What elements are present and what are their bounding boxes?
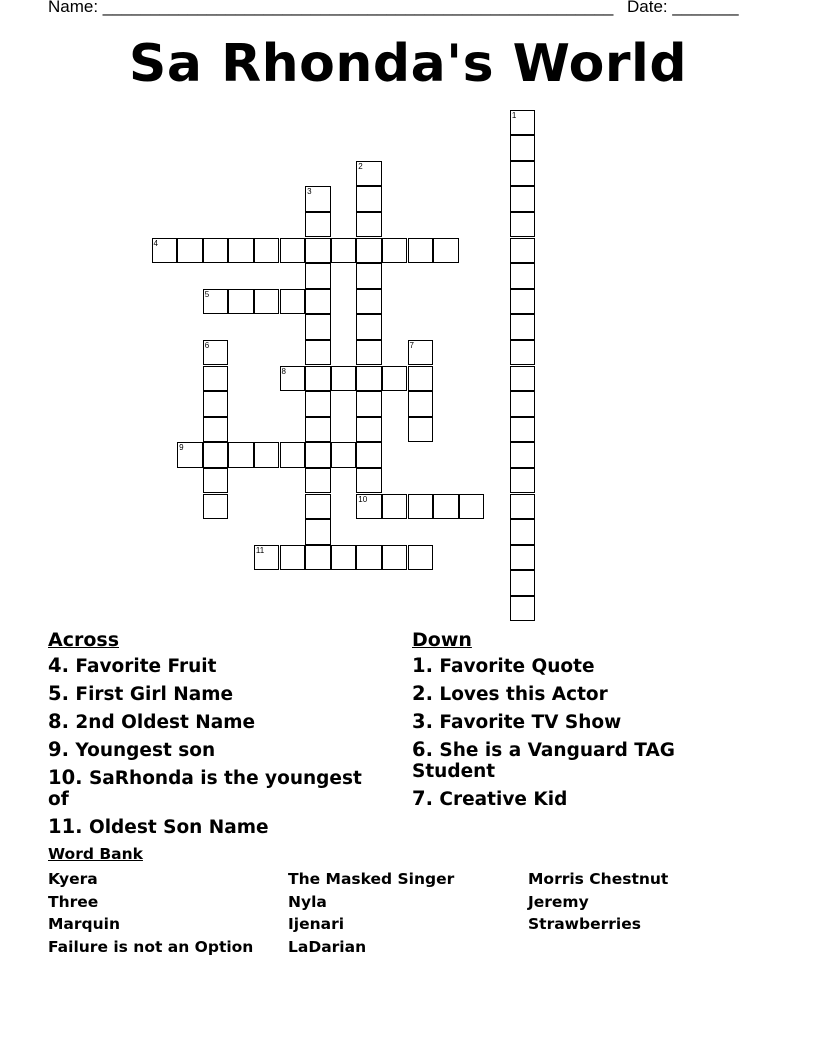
crossword-cell[interactable] bbox=[382, 494, 408, 520]
down-heading: Down bbox=[412, 629, 472, 651]
down-clue bbox=[412, 711, 742, 733]
crossword-cell[interactable] bbox=[356, 468, 382, 494]
clue-number: 3. bbox=[412, 710, 433, 733]
across-clue bbox=[48, 816, 388, 838]
clue-number: 8. bbox=[48, 710, 69, 733]
crossword-cell[interactable] bbox=[356, 366, 382, 392]
crossword-cell[interactable] bbox=[510, 186, 536, 212]
across-clue bbox=[48, 683, 388, 705]
word-bank-word: Failure is not an Option bbox=[48, 938, 254, 957]
crossword-cell[interactable] bbox=[433, 494, 459, 520]
down-clue-list bbox=[412, 655, 742, 816]
crossword-cell[interactable] bbox=[305, 238, 331, 264]
crossword-cell[interactable] bbox=[356, 289, 382, 315]
crossword-cell[interactable] bbox=[510, 135, 536, 161]
crossword-cell[interactable] bbox=[203, 366, 229, 392]
clue-text: 2nd Oldest Name bbox=[68, 712, 256, 733]
word-bank-column bbox=[288, 868, 454, 959]
crossword-cell[interactable] bbox=[305, 289, 331, 315]
clue-number: 6. bbox=[412, 738, 433, 761]
crossword-cell[interactable] bbox=[177, 442, 203, 468]
crossword-cell[interactable] bbox=[331, 366, 357, 392]
crossword-cell[interactable] bbox=[305, 263, 331, 289]
date-field: Date: _______ bbox=[627, 0, 739, 16]
crossword-cell[interactable] bbox=[356, 391, 382, 417]
word-bank-word: Strawberries bbox=[528, 915, 641, 934]
crossword-cell[interactable] bbox=[177, 238, 203, 264]
word-bank-word: Nyla bbox=[288, 892, 327, 911]
crossword-cell[interactable] bbox=[228, 289, 254, 315]
clue-text: SaRhonda is the youngest of bbox=[48, 768, 362, 810]
crossword-cell[interactable] bbox=[510, 212, 536, 238]
crossword-cell[interactable] bbox=[510, 570, 536, 596]
crossword-cell[interactable] bbox=[356, 263, 382, 289]
crossword-cell[interactable] bbox=[305, 417, 331, 443]
crossword-cell[interactable] bbox=[510, 314, 536, 340]
down-clue bbox=[412, 683, 742, 705]
crossword-cell[interactable] bbox=[356, 442, 382, 468]
crossword-cell[interactable] bbox=[382, 545, 408, 571]
crossword-cell[interactable] bbox=[228, 238, 254, 264]
clue-number: 2. bbox=[412, 682, 433, 705]
crossword-cell[interactable] bbox=[305, 545, 331, 571]
crossword-cell[interactable] bbox=[331, 545, 357, 571]
crossword-cell[interactable] bbox=[510, 289, 536, 315]
clue-number: 11. bbox=[48, 815, 83, 838]
clue-number: 11 bbox=[255, 545, 265, 555]
crossword-cell[interactable] bbox=[305, 340, 331, 366]
crossword-cell[interactable] bbox=[305, 391, 331, 417]
crossword-cell[interactable] bbox=[382, 366, 408, 392]
clue-number: 7. bbox=[412, 787, 433, 810]
crossword-cell[interactable] bbox=[510, 468, 536, 494]
crossword-cell[interactable] bbox=[203, 340, 229, 366]
crossword-cell[interactable] bbox=[280, 442, 306, 468]
crossword-cell[interactable] bbox=[254, 238, 280, 264]
crossword-cell[interactable] bbox=[408, 391, 434, 417]
clue-number: 5. bbox=[48, 682, 69, 705]
crossword-cell[interactable] bbox=[203, 391, 229, 417]
crossword-cell[interactable] bbox=[408, 417, 434, 443]
clue-text: Favorite Fruit bbox=[68, 656, 217, 677]
word-bank-word: The Masked Singer bbox=[288, 870, 455, 888]
crossword-cell[interactable] bbox=[510, 545, 536, 571]
down-clue bbox=[412, 655, 742, 677]
crossword-cell[interactable] bbox=[433, 238, 459, 264]
crossword-cell[interactable] bbox=[305, 366, 331, 392]
crossword-cell[interactable] bbox=[510, 110, 536, 136]
crossword-cell[interactable] bbox=[305, 519, 331, 545]
word-bank-column bbox=[48, 868, 253, 959]
clue-number: 6 bbox=[204, 340, 210, 350]
crossword-cell[interactable] bbox=[203, 468, 229, 494]
clue-text: Favorite TV Show bbox=[432, 712, 622, 733]
crossword-cell[interactable] bbox=[203, 442, 229, 468]
clue-number: 4. bbox=[48, 654, 69, 677]
crossword-cell[interactable] bbox=[356, 340, 382, 366]
crossword-cell[interactable] bbox=[331, 238, 357, 264]
crossword-cell[interactable] bbox=[459, 494, 485, 520]
word-bank-word: Ijenari bbox=[288, 915, 345, 934]
clue-text: Creative Kid bbox=[432, 789, 568, 810]
crossword-cell[interactable] bbox=[356, 238, 382, 264]
clue-text: Youngest son bbox=[68, 740, 216, 761]
crossword-cell[interactable] bbox=[510, 519, 536, 545]
crossword-cell[interactable] bbox=[408, 366, 434, 392]
crossword-cell[interactable] bbox=[331, 442, 357, 468]
word-bank-word: Jeremy bbox=[528, 892, 589, 911]
clue-number: 9. bbox=[48, 738, 69, 761]
crossword-cell[interactable] bbox=[203, 494, 229, 520]
crossword-cell[interactable] bbox=[510, 596, 536, 622]
crossword-cell[interactable] bbox=[203, 417, 229, 443]
clue-number: 3 bbox=[307, 187, 312, 197]
crossword-cell[interactable] bbox=[305, 494, 331, 520]
crossword-cell[interactable] bbox=[280, 238, 306, 264]
crossword-cell[interactable] bbox=[408, 340, 434, 366]
name-field: Name: ______________________________________________________ bbox=[48, 0, 614, 16]
crossword-cell[interactable] bbox=[356, 494, 382, 520]
down-clue bbox=[412, 739, 742, 782]
word-bank-word: Morris Chestnut bbox=[528, 870, 669, 888]
crossword-cell[interactable] bbox=[305, 314, 331, 340]
crossword-cell[interactable] bbox=[280, 366, 306, 392]
clue-number: 1. bbox=[412, 654, 433, 677]
clue-number: 10. bbox=[48, 766, 83, 789]
word-bank-word: LaDarian bbox=[288, 938, 367, 957]
crossword-cell[interactable] bbox=[510, 340, 536, 366]
crossword-cell[interactable] bbox=[510, 161, 536, 187]
clue-number: 7 bbox=[409, 340, 414, 350]
word-bank-word: Kyera bbox=[48, 870, 98, 888]
clue-text: Oldest Son Name bbox=[82, 817, 269, 838]
crossword-cell[interactable] bbox=[510, 391, 536, 417]
page-title: Sa Rhonda's World bbox=[128, 34, 688, 94]
crossword-cell[interactable] bbox=[356, 545, 382, 571]
crossword-cell[interactable] bbox=[408, 545, 434, 571]
crossword-cell[interactable] bbox=[510, 238, 536, 264]
across-clue bbox=[48, 655, 388, 677]
clue-text: Favorite Quote bbox=[432, 656, 595, 677]
clue-number: 2 bbox=[358, 161, 363, 171]
crossword-cell[interactable] bbox=[305, 186, 331, 212]
crossword-cell[interactable] bbox=[382, 238, 408, 264]
crossword-cell[interactable] bbox=[510, 366, 536, 392]
clue-number: 10 bbox=[358, 494, 368, 504]
clue-number: 9 bbox=[179, 443, 184, 453]
crossword-cell[interactable] bbox=[356, 186, 382, 212]
crossword-cell[interactable] bbox=[254, 545, 280, 571]
crossword-cell[interactable] bbox=[356, 161, 382, 187]
clue-text: First Girl Name bbox=[68, 684, 234, 705]
word-bank-word: Three bbox=[48, 892, 99, 911]
crossword-cell[interactable] bbox=[510, 417, 536, 443]
crossword-cell[interactable] bbox=[305, 442, 331, 468]
clue-number: 1 bbox=[511, 110, 517, 120]
crossword-cell[interactable] bbox=[408, 238, 434, 264]
word-bank-word: Marquin bbox=[48, 915, 121, 934]
clue-number: 5 bbox=[204, 289, 210, 299]
across-clue-list bbox=[48, 655, 388, 844]
crossword-cell[interactable] bbox=[152, 238, 178, 264]
clue-number: 8 bbox=[281, 366, 286, 376]
across-clue bbox=[48, 711, 388, 733]
across-clue bbox=[48, 767, 388, 810]
crossword-cell[interactable] bbox=[280, 545, 306, 571]
word-bank-column bbox=[528, 868, 668, 936]
crossword-cell[interactable] bbox=[356, 314, 382, 340]
clue-number: 4 bbox=[153, 238, 158, 248]
clue-text: She is a Vanguard TAG Student bbox=[412, 740, 675, 782]
crossword-cell[interactable] bbox=[510, 442, 536, 468]
crossword-cell[interactable] bbox=[356, 417, 382, 443]
clue-text: Loves this Actor bbox=[432, 684, 608, 705]
down-clue bbox=[412, 788, 742, 810]
crossword-cell[interactable] bbox=[280, 289, 306, 315]
crossword-cell[interactable] bbox=[254, 442, 280, 468]
crossword-cell[interactable] bbox=[510, 494, 536, 520]
word-bank-heading: Word Bank bbox=[48, 845, 143, 863]
crossword-cell[interactable] bbox=[254, 289, 280, 315]
crossword-cell[interactable] bbox=[228, 442, 254, 468]
crossword-cell[interactable] bbox=[510, 263, 536, 289]
crossword-cell[interactable] bbox=[203, 289, 229, 315]
crossword-cell[interactable] bbox=[305, 212, 331, 238]
across-clue bbox=[48, 739, 388, 761]
crossword-cell[interactable] bbox=[305, 468, 331, 494]
crossword-cell[interactable] bbox=[356, 212, 382, 238]
across-heading: Across bbox=[48, 629, 120, 651]
crossword-cell[interactable] bbox=[203, 238, 229, 264]
crossword-cell[interactable] bbox=[408, 494, 434, 520]
